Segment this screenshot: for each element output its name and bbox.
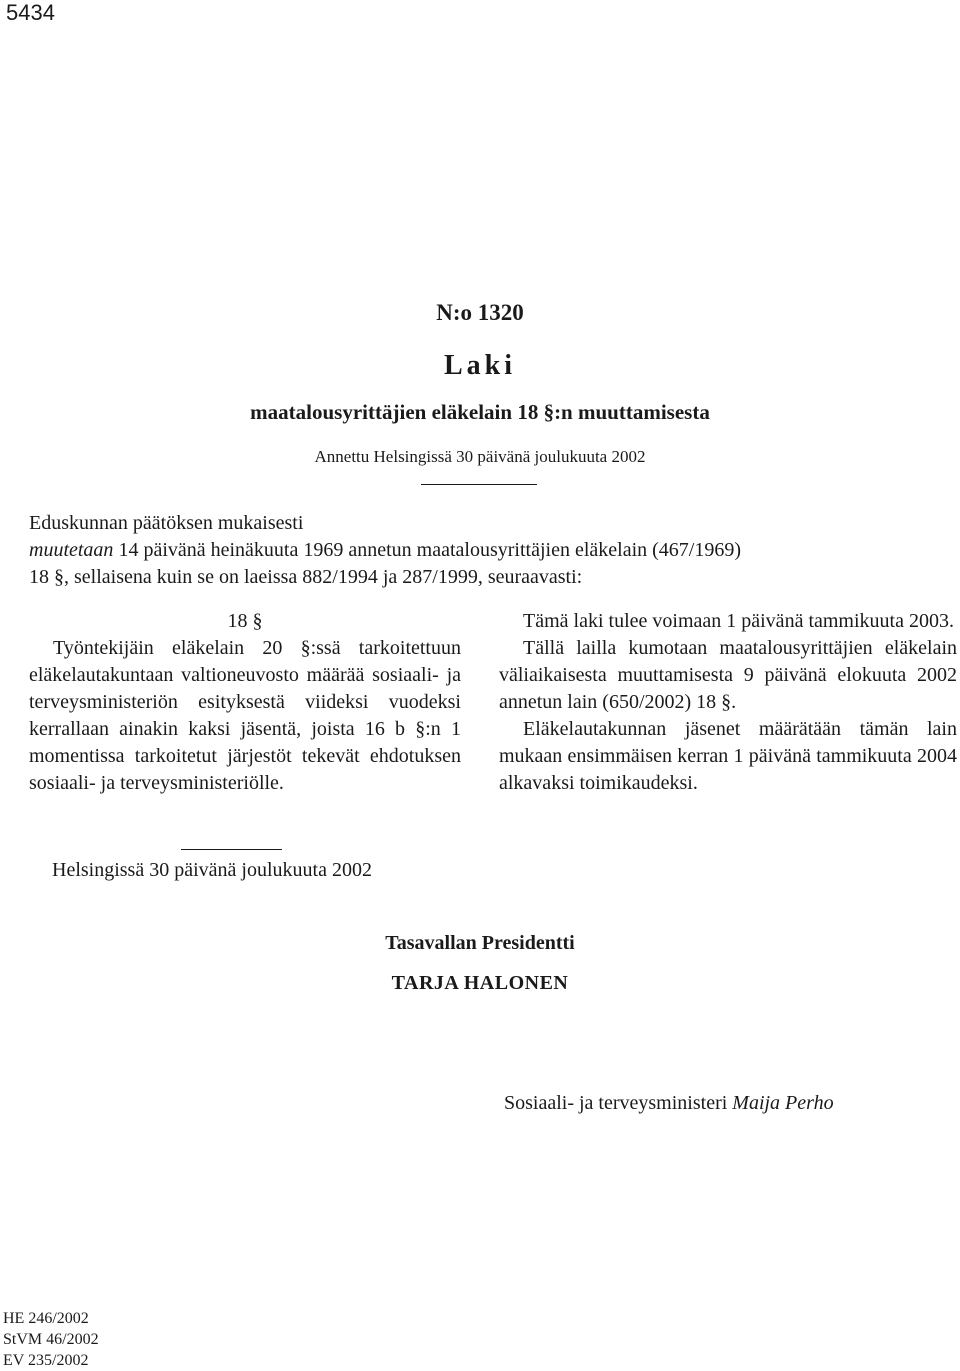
section-body: Työntekijäin eläkelain 20 §:ssä tarkoitettuun eläkelautakuntaan valtioneuvosto määrää sosiaali- ja terveysministeriön esityksestä viideksi vuodeksi kerrallaan ainakin kaksi jäsentä, joista 16 b §:n 1 momentissa tarkoitetut järjestöt tekevät ehdotuksen sosiaali- ja terveysministeriölle.: [29, 637, 461, 794]
preamble-keyword: muutetaan: [29, 539, 114, 561]
transitional-paragraph: Tämä laki tulee voimaan 1 päivänä tammikuuta 2003.: [523, 610, 954, 632]
transitional-column: [499, 608, 957, 797]
section-number: 18 §: [227, 610, 263, 632]
act-title: maatalousyrittäjien eläkelain 18 §:n muuttamisesta: [250, 400, 710, 424]
separator-rule: [421, 484, 537, 485]
preamble-line: 18 §, sellaisena kuin se on laeissa 882/1994 ja 287/1999, seuraavasti:: [29, 566, 583, 588]
preamble-line: Eduskunnan päätöksen mukaisesti: [29, 512, 304, 534]
separator-rule: [181, 849, 282, 850]
preamble-text: 14 päivänä heinäkuuta 1969 annetun maatalousyrittäjien eläkelain (467/1969): [113, 539, 742, 561]
statute-number: N:o 1320: [436, 300, 524, 325]
reference-item: EV 235/2002: [3, 1352, 89, 1369]
transitional-paragraph: Tällä lailla kumotaan maatalousyrittäjien eläkelain väliaikaisesta muuttamisesta 9 päivänä elokuuta 2002 annetun lain (650/2002) 18 §.: [499, 637, 957, 713]
section-column: [29, 608, 461, 797]
preamble: [29, 510, 957, 591]
reference-item: HE 246/2002: [3, 1310, 89, 1327]
legislative-references: [3, 1308, 99, 1371]
president-name: TARJA HALONEN: [391, 972, 569, 994]
president-title: Tasavallan Presidentti: [385, 932, 575, 954]
minister-signature: [504, 1090, 834, 1117]
page-number: 5434: [6, 0, 55, 25]
minister-name: Maija Perho: [732, 1092, 834, 1114]
reference-item: StVM 46/2002: [3, 1331, 99, 1348]
given-date-line: Annettu Helsingissä 30 päivänä joulukuuta 2002: [314, 447, 646, 466]
transitional-paragraph: Eläkelautakunnan jäsenet määrätään tämän lain mukaan ensimmäisen kerran 1 päivänä tammikuuta 2004 alkavaksi toimikaudeksi.: [499, 718, 957, 794]
preamble-line: [29, 537, 957, 564]
minister-title: Sosiaali- ja terveysministeri: [504, 1092, 728, 1114]
place-date: Helsingissä 30 päivänä joulukuuta 2002: [52, 859, 372, 881]
act-heading: Laki: [443, 350, 517, 381]
